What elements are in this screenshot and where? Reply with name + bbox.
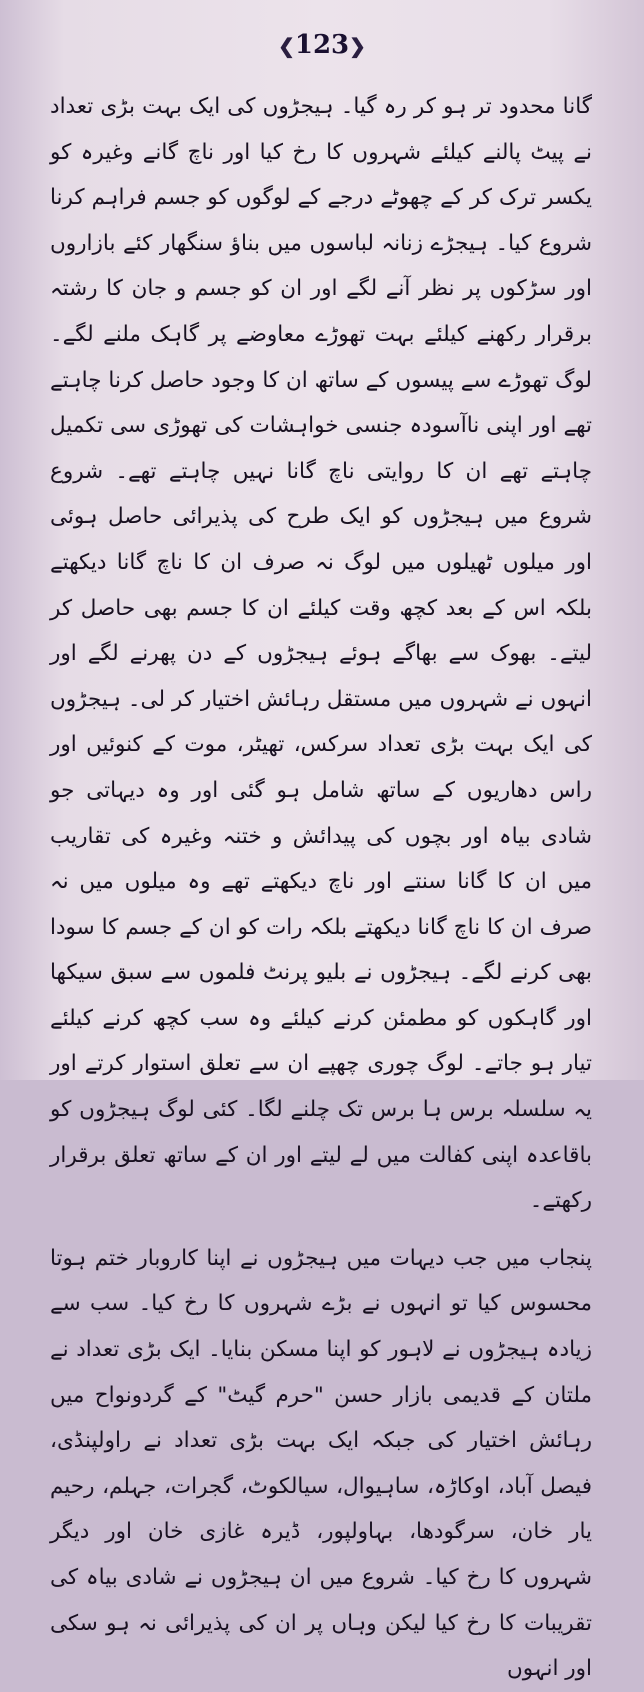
paragraph: گانا محدود تر ہو کر رہ گیا۔ ہیجڑوں کی ایک بہت بڑی تعداد نے پیٹ پالنے کیلئے شہروں کا رخ کیا اور ناچ گانے وغیرہ کو یکسر ترک کر کے چھوٹے درجے کے لوگوں کو جسم فراہم کرنا شروع کیا۔ ہیجڑے زنانہ لباسوں میں بناؤ سنگھار کئے بازاروں اور سڑکوں پر نظر آنے لگے اور ان کو جسم و جان کا رشتہ برقرار رکھنے کیلئے بہت تھوڑے معاوضے پر گاہک ملنے لگے۔ لوگ تھوڑے سے پیسوں کے ساتھ ان کا وجود حاصل کرنا چاہتے تھے اور اپنی ناآسودہ جنسی خواہشات کی تھوڑی سی تکمیل چاہتے تھے ان کا روایتی ناچ گانا نہیں چاہتے تھے۔ شروع شروع میں ہیجڑوں کو ایک طرح کی پذیرائی حاصل ہوئی اور میلوں ٹھیلوں میں لوگ نہ صرف ان کا ناچ گانا دیکھتے بلکہ اس کے بعد کچھ وقت کیلئے ان کا جسم بھی حاصل کر لیتے۔ بھوک سے بھاگے ہوئے ہیجڑوں کے دن پھرنے لگے اور انہوں نے شہروں میں مستقل رہائش اختیار کر لی۔ ہیجڑوں کی ایک بہت بڑی تعداد سرکس، تھیٹر، موت کے کنوئیں اور راس دھاریوں کے ساتھ شامل ہو گئی اور وہ دیہاتی جو شادی بیاہ اور بچوں کی پیدائش و ختنہ وغیرہ کی تقاریب میں ان کا گانا سنتے اور ناچ دیکھتے تھے وہ میلوں میں نہ صرف ان کا ناچ گانا دیکھتے بلکہ رات کو ان کے جسم کا سودا بھی کرنے لگے۔ ہیجڑوں نے بلیو پرنٹ فلموں سے سبق سیکھا اور گاہکوں کو مطمئن کرنے کیلئے وہ سب کچھ کرنے کیلئے تیار ہو جاتے۔ لوگ چوری چھپے ان سے تعلق استوار کرتے اور یہ سلسلہ برس ہا برس تک چلنے لگا۔ کئی لوگ ہیجڑوں کو باقاعدہ اپنی کفالت میں لے لیتے اور ان کے ساتھ تعلق برقرار رکھتے۔ <box>50 94 592 1214</box>
ornament-left-icon: ❮ <box>278 34 295 58</box>
page-number: 123 <box>294 30 350 60</box>
body-text <box>50 84 592 1692</box>
paragraph: پنجاب میں جب دیہات میں ہیجڑوں نے اپنا کاروبار ختم ہوتا محسوس کیا تو انہوں نے بڑے شہروں کا رخ کیا۔ سب سے زیادہ ہیجڑوں نے لاہور کو اپنا مسکن بنایا۔ ایک بڑی تعداد نے ملتان کے قدیمی بازار حسن "حرم گیٹ" کے گردونواح میں رہائش اختیار کی جبکہ ایک بہت بڑی تعداد نے راولپنڈی، فیصل آباد، اوکاڑہ، ساہیوال، سیالکوٹ، گجرات، جہلم، رحیم یار خان، سرگودھا، بہاولپور، ڈیرہ غازی خان اور دیگر شہروں کا رخ کیا۔ شروع میں ان ہیجڑوں نے شادی بیاہ کی تقریبات کا رخ کیا لیکن وہاں پر ان کی پذیرائی نہ ہو سکی اور انہوں <box>50 1245 592 1682</box>
page-header <box>0 30 644 60</box>
ornament-right-icon: ❯ <box>349 34 366 58</box>
